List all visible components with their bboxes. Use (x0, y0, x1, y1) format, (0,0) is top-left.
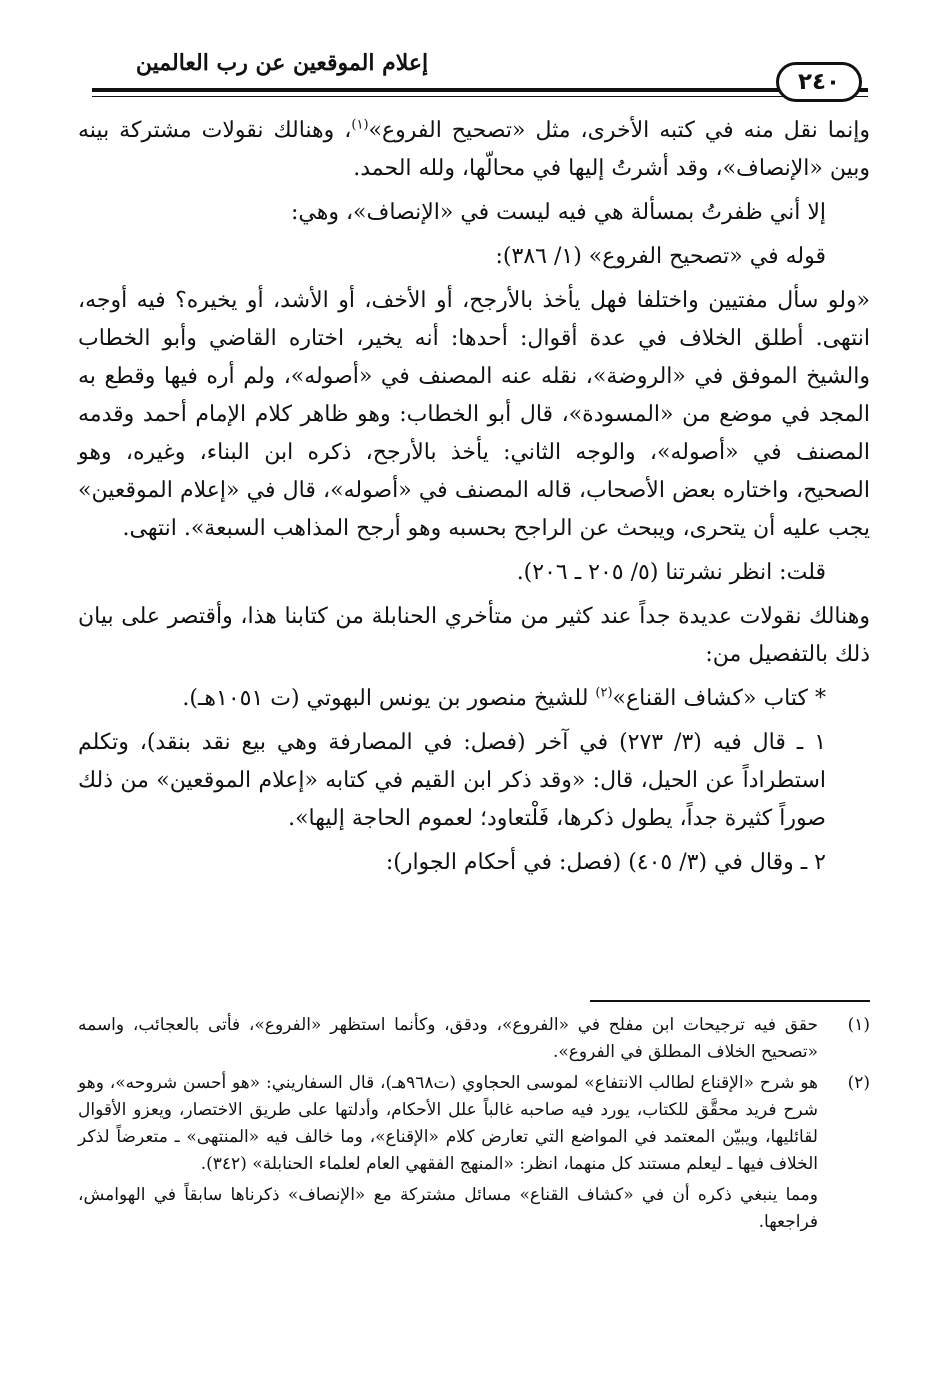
footnotes (78, 1012, 870, 1240)
page-number-badge (776, 62, 862, 102)
footnote-ref-2: (٢) (595, 685, 613, 701)
footnote-2-extra: ومما ينبغي ذكره أن في «كشاف القناع» مسائل مشتركة مع «الإنصاف» ذكرناها سابقاً في الهوامش، فراجعها. (78, 1185, 818, 1232)
footnote-2-number: (٢) (847, 1073, 870, 1093)
paragraph-1-continuation: ، وهنالك نقولات مشتركة بينه وبين «الإنصاف»، وقد أشرتُ إليها في محالّها، ولله الحمد. (78, 118, 870, 181)
paragraph-1-text: وإنما نقل منه في كتبه الأخرى، مثل «تصحيح الفروع» (368, 118, 870, 143)
page-header (92, 48, 868, 100)
paragraph-3: قوله في «تصحيح الفروع» (١/ ٣٨٦): (495, 244, 826, 269)
footnote-2-text: هو شرح «الإقناع لطالب الانتفاع» لموسى الحجاوي (ت٩٦٨هـ)، قال السفاريني: «هو أحسن شروحه»، وهو شرح فريد محقَّق للكتاب، يورد فيه صاحبه غالباً علل الأحكام، وأدلتها على طريق الاختصار، ويعزو الأقوال لقائليها، ويبيّن المعتمد في المواضع التي تعارض كلام «الإقناع»، وما خالف فيه «المنتهى» ـ متعرضاً لذكر الخلاف فيها ـ ليعلم مستند كل منهما، انظر: «المنهج الفقهي العام لعلماء الحنابلة» (٣٤٢). (78, 1073, 818, 1174)
running-title: إعلام الموقعين عن رب العالمين (135, 50, 429, 76)
page-number: ٢٤٠ (797, 69, 841, 95)
paragraph-7-text: * كتاب «كشاف القناع» (612, 686, 826, 711)
header-rule-thin (92, 96, 868, 97)
paragraph-4-quote: «ولو سأل مفتيين واختلفا فهل يأخذ بالأرجح، أو الأخف، أو الأشد، أو يخيره؟ فيه أوجه، انتهى. أطلق الخلاف في عدة أقوال: أحدها: أنه يخير، اختاره القاضي وأبو الخطاب والشيخ الموفق في «الروضة»، نقله عنه المصنف في «أصوله»، ولم أره فيها وقطع به المجد في موضع من «المسودة»، قال أبو الخطاب: وهو ظاهر كلام الإمام أحمد وقدمه المصنف في «أصوله»، والوجه الثاني: يأخذ بالأرجح، ذكره ابن البناء، وغيره، وهو الصحيح، واختاره بعض الأصحاب، قاله المصنف في «أصوله»، قال في «إعلام الموقعين» يجب عليه أن يتحرى، ويبحث عن الراجح بحسبه وهو أرجح المذاهب السبعة». انتهى. (78, 288, 870, 541)
paragraph-1 (78, 112, 870, 188)
paragraph-7 (78, 680, 870, 718)
header-rule-thick (92, 88, 868, 92)
footnote-separator (590, 1000, 870, 1002)
footnote-1-text: حقق فيه ترجيحات ابن مفلح في «الفروع»، ودقق، وكأنما استظهر «الفروع»، فأتى بالعجائب، واسمه «تصحيح الخلاف المطلق في الفروع». (78, 1015, 818, 1062)
paragraph-8: ١ ـ قال فيه (٣/ ٢٧٣) في آخر (فصل: في المصارفة وهي بيع نقد بنقد)، وتكلم استطراداً عن الحيل، قال: «وقد ذكر ابن القيم في كتابه «إعلام الموقعين» من ذلك صوراً كثيرة جداً، يطول ذكرها، فَلْتعاود؛ لعموم الحاجة إليها». (78, 730, 827, 831)
paragraph-6: وهنالك نقولات عديدة جداً عند كثير من متأخري الحنابلة من كتابنا هذا، وأقتصر على بيان ذلك بالتفصيل من: (78, 604, 870, 667)
footnote-1-number: (١) (847, 1015, 870, 1035)
footnote-2 (78, 1070, 870, 1236)
paragraph-7-continuation: للشيخ منصور بن يونس البهوتي (ت ١٠٥١هـ). (182, 686, 596, 711)
footnote-1 (78, 1012, 870, 1066)
paragraph-5: قلت: انظر نشرتنا (٥/ ٢٠٥ ـ ٢٠٦). (516, 560, 826, 585)
footnote-ref-1: (١) (351, 117, 369, 133)
paragraph-9: ٢ ـ وقال في (٣/ ٤٠٥) (فصل: في أحكام الجوار): (385, 850, 826, 875)
main-text (78, 112, 870, 888)
paragraph-2: إلا أني ظفرتُ بمسألة هي فيه ليست في «الإنصاف»، وهي: (290, 200, 826, 225)
